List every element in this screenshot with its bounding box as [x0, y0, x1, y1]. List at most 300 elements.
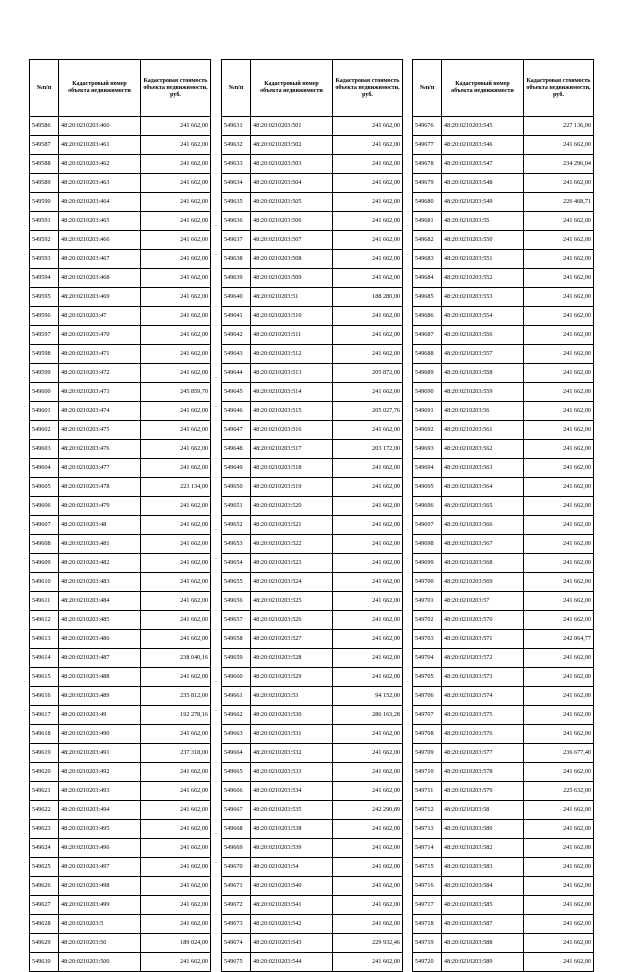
- cadastral-value: 241 662,00: [524, 478, 594, 497]
- table-row: [30, 421, 211, 440]
- table-row: [30, 212, 211, 231]
- table-row: [30, 934, 211, 953]
- cadastral-number: 48:20:0210203:508: [251, 250, 333, 269]
- row-number: 549703: [413, 630, 442, 649]
- row-number: 549622: [30, 801, 59, 820]
- table-row: [222, 839, 403, 858]
- header-num: №п/п: [222, 60, 251, 117]
- table-row: [222, 155, 403, 174]
- cadastral-number: 48:20:0210203:523: [251, 554, 333, 573]
- row-number: 549694: [413, 459, 442, 478]
- cadastral-value: 241 662,00: [524, 554, 594, 573]
- table-row: [222, 763, 403, 782]
- cadastral-value: 241 662,00: [333, 383, 403, 402]
- table-row: [30, 459, 211, 478]
- row-number: 549614: [30, 649, 59, 668]
- row-number: 549707: [413, 706, 442, 725]
- cadastral-value: 241 662,00: [141, 630, 211, 649]
- cadastral-value: 241 662,00: [524, 269, 594, 288]
- table-row: [30, 896, 211, 915]
- cadastral-number: 48:20:0210203:535: [251, 801, 333, 820]
- header-cadastral-number: Кадастровый номер объекта недвижимости: [59, 60, 141, 117]
- cadastral-value: 241 662,00: [333, 554, 403, 573]
- table-row: [30, 573, 211, 592]
- cadastral-value: 241 662,00: [333, 250, 403, 269]
- cadastral-number: 48:20:0210203:493: [59, 782, 141, 801]
- cadastral-number: 48:20:0210203:484: [59, 592, 141, 611]
- cadastral-number: 48:20:0210203:539: [251, 839, 333, 858]
- table-row: [413, 440, 594, 459]
- cadastral-number: 48:20:0210203:466: [59, 231, 141, 250]
- row-number: 549593: [30, 250, 59, 269]
- table-row: [222, 269, 403, 288]
- cadastral-value: 241 662,00: [141, 573, 211, 592]
- cadastral-number: 48:20:0210203:474: [59, 402, 141, 421]
- row-number: 549638: [222, 250, 251, 269]
- row-number: 549710: [413, 763, 442, 782]
- cadastral-value: 241 662,00: [333, 858, 403, 877]
- row-number: 549654: [222, 554, 251, 573]
- cadastral-value: 241 662,00: [524, 801, 594, 820]
- row-number: 549692: [413, 421, 442, 440]
- table-row: [413, 326, 594, 345]
- table-row: [413, 611, 594, 630]
- row-number: 549596: [30, 307, 59, 326]
- cadastral-number: 48:20:0210203:57: [442, 592, 524, 611]
- row-number: 549656: [222, 592, 251, 611]
- cadastral-number: 48:20:0210203:475: [59, 421, 141, 440]
- row-number: 549680: [413, 193, 442, 212]
- cadastral-value: 241 662,00: [333, 174, 403, 193]
- cadastral-number: 48:20:0210203:504: [251, 174, 333, 193]
- row-number: 549693: [413, 440, 442, 459]
- cadastral-number: 48:20:0210203:490: [59, 725, 141, 744]
- cadastral-value: 241 662,00: [333, 421, 403, 440]
- cadastral-number: 48:20:0210203:488: [59, 668, 141, 687]
- row-number: 549701: [413, 592, 442, 611]
- table-row: [30, 440, 211, 459]
- row-number: 549681: [413, 212, 442, 231]
- table-row: [30, 155, 211, 174]
- cadastral-number: 48:20:0210203:544: [251, 953, 333, 972]
- cadastral-value: 241 662,00: [141, 896, 211, 915]
- cadastral-number: 48:20:0210203:506: [251, 212, 333, 231]
- cadastral-value: 241 662,00: [141, 212, 211, 231]
- row-number: 549689: [413, 364, 442, 383]
- cadastral-number: 48:20:0210203:570: [442, 611, 524, 630]
- cadastral-number: 48:20:0210203:51: [251, 288, 333, 307]
- table-row: [222, 801, 403, 820]
- table-row: [30, 136, 211, 155]
- cadastral-number: 48:20:0210203:467: [59, 250, 141, 269]
- table-row: [222, 440, 403, 459]
- cadastral-number: 48:20:0210203:48: [59, 516, 141, 535]
- cadastral-value: 242 064,77: [524, 630, 594, 649]
- cadastral-value: 241 662,00: [524, 763, 594, 782]
- cadastral-number: 48:20:0210203:494: [59, 801, 141, 820]
- cadastral-value: 241 662,00: [524, 440, 594, 459]
- cadastral-number: 48:20:0210203:514: [251, 383, 333, 402]
- row-number: 549599: [30, 364, 59, 383]
- cadastral-number: 48:20:0210203:527: [251, 630, 333, 649]
- cadastral-value: 241 662,00: [333, 896, 403, 915]
- row-number: 549676: [413, 117, 442, 136]
- cadastral-value: 241 662,00: [333, 839, 403, 858]
- cadastral-value: 241 662,00: [524, 858, 594, 877]
- cadastral-value: 241 662,00: [141, 440, 211, 459]
- row-number: 549644: [222, 364, 251, 383]
- cadastral-number: 48:20:0210203:462: [59, 155, 141, 174]
- table-row: [30, 649, 211, 668]
- table-row: [222, 421, 403, 440]
- row-number: 549613: [30, 630, 59, 649]
- cadastral-number: 48:20:0210203:541: [251, 896, 333, 915]
- cadastral-number: 48:20:0210203:473: [59, 383, 141, 402]
- cadastral-value: 236 677,40: [524, 744, 594, 763]
- cadastral-number: 48:20:0210203:56: [442, 402, 524, 421]
- table-row: [222, 611, 403, 630]
- cadastral-value: 241 662,00: [141, 858, 211, 877]
- row-number: 549659: [222, 649, 251, 668]
- cadastral-value: 241 662,00: [524, 307, 594, 326]
- table-row: [222, 668, 403, 687]
- row-number: 549616: [30, 687, 59, 706]
- cadastral-table-2: [221, 59, 403, 972]
- table-row: [222, 535, 403, 554]
- cadastral-value: 241 662,00: [333, 592, 403, 611]
- cadastral-number: 48:20:0210203:522: [251, 535, 333, 554]
- cadastral-value: 241 662,00: [333, 649, 403, 668]
- row-number: 549720: [413, 953, 442, 972]
- table-row: [222, 117, 403, 136]
- cadastral-value: 205 872,00: [333, 364, 403, 383]
- cadastral-value: 241 662,00: [333, 877, 403, 896]
- table-row: [413, 193, 594, 212]
- cadastral-value: 241 662,00: [524, 611, 594, 630]
- cadastral-number: 48:20:0210203:580: [442, 820, 524, 839]
- cadastral-value: 241 662,00: [524, 953, 594, 972]
- row-number: 549653: [222, 535, 251, 554]
- row-number: 549590: [30, 193, 59, 212]
- cadastral-value: 241 662,00: [333, 516, 403, 535]
- table-row: [30, 174, 211, 193]
- cadastral-value: 189 024,00: [141, 934, 211, 953]
- table-row: [413, 934, 594, 953]
- cadastral-number: 48:20:0210203:564: [442, 478, 524, 497]
- table-row: [413, 288, 594, 307]
- row-number: 549711: [413, 782, 442, 801]
- row-number: 549597: [30, 326, 59, 345]
- cadastral-value: 241 662,00: [141, 554, 211, 573]
- header-cadastral-number: Кадастровый номер объекта недвижимости: [442, 60, 524, 117]
- row-number: 549667: [222, 801, 251, 820]
- cadastral-value: 241 662,00: [141, 516, 211, 535]
- header-cadastral-value: Кадастровая стоимость объекта недвижимости, руб.: [141, 60, 211, 117]
- row-number: 549623: [30, 820, 59, 839]
- row-number: 549687: [413, 326, 442, 345]
- table-row: [222, 193, 403, 212]
- table-row: [222, 212, 403, 231]
- cadastral-value: 241 662,00: [141, 155, 211, 174]
- table-row: [413, 649, 594, 668]
- cadastral-number: 48:20:0210203:521: [251, 516, 333, 535]
- cadastral-value: 241 662,00: [333, 307, 403, 326]
- table-row: [222, 307, 403, 326]
- cadastral-number: 48:20:0210203:492: [59, 763, 141, 782]
- cadastral-number: 48:20:0210203:533: [251, 763, 333, 782]
- row-number: 549669: [222, 839, 251, 858]
- row-number: 549714: [413, 839, 442, 858]
- cadastral-number: 48:20:0210203:516: [251, 421, 333, 440]
- cadastral-value: 241 662,00: [333, 345, 403, 364]
- cadastral-number: 48:20:0210203:517: [251, 440, 333, 459]
- table-row: [30, 801, 211, 820]
- cadastral-value: 241 662,00: [333, 117, 403, 136]
- row-number: 549684: [413, 269, 442, 288]
- cadastral-value: 241 662,00: [333, 535, 403, 554]
- cadastral-number: 48:20:0210203:472: [59, 364, 141, 383]
- row-number: 549666: [222, 782, 251, 801]
- row-number: 549700: [413, 573, 442, 592]
- cadastral-number: 48:20:0210203:512: [251, 345, 333, 364]
- table-row: [222, 326, 403, 345]
- table-row: [413, 782, 594, 801]
- table-row: [30, 554, 211, 573]
- cadastral-number: 48:20:0210203:530: [251, 706, 333, 725]
- row-number: 549624: [30, 839, 59, 858]
- cadastral-number: 48:20:0210203:574: [442, 687, 524, 706]
- cadastral-number: 48:20:0210203:568: [442, 554, 524, 573]
- row-number: 549640: [222, 288, 251, 307]
- table-row: [30, 269, 211, 288]
- cadastral-number: 48:20:0210203:502: [251, 136, 333, 155]
- cadastral-number: 48:20:0210203:485: [59, 611, 141, 630]
- cadastral-value: 241 662,00: [524, 668, 594, 687]
- row-number: 549634: [222, 174, 251, 193]
- row-number: 549719: [413, 934, 442, 953]
- cadastral-number: 48:20:0210203:58: [442, 801, 524, 820]
- cadastral-value: 241 662,00: [524, 459, 594, 478]
- cadastral-value: 241 662,00: [141, 136, 211, 155]
- row-number: 549718: [413, 915, 442, 934]
- cadastral-value: 241 662,00: [524, 288, 594, 307]
- row-number: 549639: [222, 269, 251, 288]
- row-number: 549635: [222, 193, 251, 212]
- cadastral-number: 48:20:0210203:510: [251, 307, 333, 326]
- cadastral-value: 241 662,00: [333, 326, 403, 345]
- row-number: 549629: [30, 934, 59, 953]
- cadastral-value: 241 662,00: [524, 174, 594, 193]
- cadastral-number: 48:20:0210203:469: [59, 288, 141, 307]
- cadastral-number: 48:20:0210203:470: [59, 326, 141, 345]
- cadastral-number: 48:20:0210203:556: [442, 326, 524, 345]
- cadastral-value: 225 632,00: [524, 782, 594, 801]
- cadastral-number: 48:20:0210203:481: [59, 535, 141, 554]
- cadastral-number: 48:20:0210203:487: [59, 649, 141, 668]
- table-row: [222, 953, 403, 972]
- cadastral-number: 48:20:0210203:567: [442, 535, 524, 554]
- cadastral-number: 48:20:0210203:584: [442, 877, 524, 896]
- cadastral-number: 48:20:0210203:483: [59, 573, 141, 592]
- table-row: [222, 725, 403, 744]
- cadastral-number: 48:20:0210203:482: [59, 554, 141, 573]
- table-row: [30, 250, 211, 269]
- cadastral-number: 48:20:0210203:503: [251, 155, 333, 174]
- cadastral-value: 241 662,00: [141, 250, 211, 269]
- cadastral-value: 241 662,00: [141, 953, 211, 972]
- cadastral-value: 241 662,00: [524, 212, 594, 231]
- cadastral-number: 48:20:0210203:507: [251, 231, 333, 250]
- row-number: 549602: [30, 421, 59, 440]
- cadastral-value: 241 662,00: [524, 687, 594, 706]
- cadastral-value: 241 662,00: [141, 193, 211, 212]
- cadastral-number: 48:20:0210203:553: [442, 288, 524, 307]
- cadastral-number: 48:20:0210203:520: [251, 497, 333, 516]
- cadastral-number: 48:20:0210203:468: [59, 269, 141, 288]
- row-number: 549704: [413, 649, 442, 668]
- row-number: 549655: [222, 573, 251, 592]
- row-number: 549620: [30, 763, 59, 782]
- cadastral-value: 241 662,00: [333, 611, 403, 630]
- cadastral-value: 241 662,00: [141, 668, 211, 687]
- cadastral-value: 241 662,00: [141, 611, 211, 630]
- table-row: [413, 744, 594, 763]
- cadastral-number: 48:20:0210203:563: [442, 459, 524, 478]
- cadastral-number: 48:20:0210203:496: [59, 839, 141, 858]
- row-number: 549678: [413, 155, 442, 174]
- table-row: [30, 231, 211, 250]
- row-number: 549606: [30, 497, 59, 516]
- row-number: 549641: [222, 307, 251, 326]
- table-row: [413, 136, 594, 155]
- cadastral-value: 241 662,00: [333, 782, 403, 801]
- row-number: 549603: [30, 440, 59, 459]
- table-row: [222, 706, 403, 725]
- cadastral-number: 48:20:0210203:477: [59, 459, 141, 478]
- row-number: 549598: [30, 345, 59, 364]
- cadastral-value: 223 134,00: [141, 478, 211, 497]
- cadastral-value: 241 662,00: [524, 231, 594, 250]
- row-number: 549716: [413, 877, 442, 896]
- row-number: 549690: [413, 383, 442, 402]
- table-row: [222, 497, 403, 516]
- table-row: [413, 155, 594, 174]
- table-row: [413, 269, 594, 288]
- table-row: [30, 497, 211, 516]
- cadastral-number: 48:20:0210203:526: [251, 611, 333, 630]
- cadastral-value: 94 152,00: [333, 687, 403, 706]
- cadastral-value: 241 662,00: [333, 763, 403, 782]
- cadastral-number: 48:20:0210203:534: [251, 782, 333, 801]
- table-row: [222, 345, 403, 364]
- row-number: 549595: [30, 288, 59, 307]
- row-number: 549631: [222, 117, 251, 136]
- cadastral-value: 241 662,00: [333, 630, 403, 649]
- row-number: 549673: [222, 915, 251, 934]
- table-row: [413, 820, 594, 839]
- cadastral-value: 241 662,00: [524, 649, 594, 668]
- cadastral-value: 241 662,00: [524, 592, 594, 611]
- row-number: 549664: [222, 744, 251, 763]
- cadastral-number: 48:20:0210203:525: [251, 592, 333, 611]
- cadastral-value: 227 136,00: [524, 117, 594, 136]
- table-row: [413, 231, 594, 250]
- cadastral-number: 48:20:0210203:551: [442, 250, 524, 269]
- cadastral-number: 48:20:0210203:515: [251, 402, 333, 421]
- cadastral-value: 241 662,00: [524, 402, 594, 421]
- table-row: [413, 117, 594, 136]
- row-number: 549594: [30, 269, 59, 288]
- cadastral-number: 48:20:0210203:463: [59, 174, 141, 193]
- cadastral-number: 48:20:0210203:582: [442, 839, 524, 858]
- cadastral-value: 241 662,00: [333, 231, 403, 250]
- cadastral-value: 241 662,00: [524, 516, 594, 535]
- cadastral-value: 241 662,00: [141, 269, 211, 288]
- row-number: 549618: [30, 725, 59, 744]
- cadastral-value: 241 662,00: [524, 383, 594, 402]
- cadastral-value: 241 662,00: [141, 801, 211, 820]
- cadastral-number: 48:20:0210203:587: [442, 915, 524, 934]
- cadastral-value: 241 662,00: [333, 668, 403, 687]
- cadastral-number: 48:20:0210203:577: [442, 744, 524, 763]
- row-number: 549609: [30, 554, 59, 573]
- cadastral-value: 241 662,00: [141, 725, 211, 744]
- cadastral-number: 48:20:0210203:460: [59, 117, 141, 136]
- table-row: [413, 516, 594, 535]
- table-row: [222, 383, 403, 402]
- row-number: 549592: [30, 231, 59, 250]
- cadastral-number: 48:20:0210203:53: [251, 687, 333, 706]
- table-row: [30, 402, 211, 421]
- cadastral-value: 241 662,00: [141, 497, 211, 516]
- row-number: 549649: [222, 459, 251, 478]
- table-row: [30, 706, 211, 725]
- row-number: 549691: [413, 402, 442, 421]
- table-row: [413, 763, 594, 782]
- cadastral-value: 241 662,00: [141, 877, 211, 896]
- row-number: 549588: [30, 155, 59, 174]
- cadastral-value: 241 662,00: [141, 839, 211, 858]
- row-number: 549695: [413, 478, 442, 497]
- row-number: 549626: [30, 877, 59, 896]
- table-row: [413, 535, 594, 554]
- row-number: 549591: [30, 212, 59, 231]
- table-row: [222, 858, 403, 877]
- cadastral-number: 48:20:0210203:499: [59, 896, 141, 915]
- table-row: [222, 896, 403, 915]
- cadastral-number: 48:20:0210203:571: [442, 630, 524, 649]
- table-row: [222, 877, 403, 896]
- cadastral-value: 241 662,00: [333, 136, 403, 155]
- cadastral-value: 241 662,00: [141, 117, 211, 136]
- cadastral-value: 241 662,00: [524, 915, 594, 934]
- table-row: [30, 915, 211, 934]
- cadastral-number: 48:20:0210203:47: [59, 307, 141, 326]
- row-number: 549600: [30, 383, 59, 402]
- cadastral-number: 48:20:0210203:542: [251, 915, 333, 934]
- table-row: [413, 668, 594, 687]
- table-row: [30, 326, 211, 345]
- cadastral-number: 48:20:0210203:583: [442, 858, 524, 877]
- cadastral-number: 48:20:0210203:519: [251, 478, 333, 497]
- cadastral-value: 241 662,00: [141, 592, 211, 611]
- cadastral-value: 241 662,00: [141, 231, 211, 250]
- cadastral-number: 48:20:0210203:497: [59, 858, 141, 877]
- table-row: [413, 725, 594, 744]
- cadastral-value: 241 662,00: [333, 744, 403, 763]
- table-row: [30, 630, 211, 649]
- table-row: [413, 706, 594, 725]
